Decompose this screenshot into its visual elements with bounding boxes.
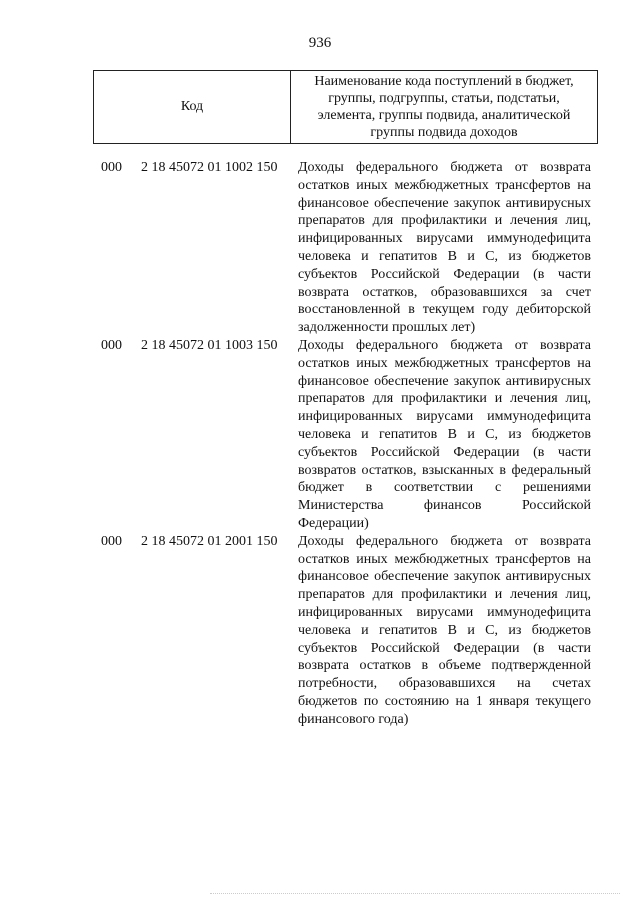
scan-edge-divider bbox=[210, 893, 620, 895]
revenue-codes-list bbox=[101, 159, 591, 729]
header-name-cell: Наименование кода поступлений в бюджет, группы, подгруппы, статьи, подстатьи, элемента, группы подвида, аналитической группы подвида доходов bbox=[314, 74, 574, 140]
header-code-cell: Код bbox=[94, 71, 291, 143]
admin-code: 000 bbox=[101, 160, 122, 175]
table-row bbox=[101, 159, 591, 337]
admin-code: 000 bbox=[101, 533, 122, 549]
revenue-code: 2 18 45072 01 1003 150 bbox=[141, 337, 278, 353]
table-row bbox=[101, 533, 591, 729]
revenue-description: Доходы федерального бюджета от возврата остатков иных межбюджетных трансфертов на финансовое обеспечение закупок антивирусных препаратов для профилактики и лечения лиц, инфицированных вирусами иммунодефицита человека и гепатитов B и C, из бюджетов субъектов Российской Федерации (в части возвратов остатков, взысканных в федеральный бюджет в соответствии с решениями Министерства финансов Российской Федерации) bbox=[298, 337, 591, 531]
table-header bbox=[93, 70, 598, 144]
table-row bbox=[101, 337, 591, 533]
revenue-description: Доходы федерального бюджета от возврата остатков иных межбюджетных трансфертов на финансовое обеспечение закупок антивирусных препаратов для профилактики и лечения лиц, инфицированных вирусами иммунодефицита человека и гепатитов B и C, из бюджетов субъектов Российской Федерации (в части возврата остатков в объеме подтвержденной потребности, образовавшихся на счетах бюджетов по состоянию на 1 января текущего финансового года) bbox=[298, 533, 591, 727]
revenue-code: 2 18 45072 01 1002 150 bbox=[141, 160, 278, 175]
revenue-description: Доходы федерального бюджета от возврата остатков иных межбюджетных трансфертов на финансовое обеспечение закупок антивирусных препаратов для профилактики и лечения лиц, инфицированных вирусами иммунодефицита человека и гепатитов B и C, из бюджетов субъектов Российской Федерации (в части возврата остатков, образовавшихся за счет восстановленной в текущем году дебиторской задолженности прошлых лет) bbox=[298, 160, 591, 336]
revenue-code: 2 18 45072 01 2001 150 bbox=[141, 533, 278, 549]
page-number: 936 bbox=[308, 35, 332, 51]
admin-code: 000 bbox=[101, 337, 122, 353]
